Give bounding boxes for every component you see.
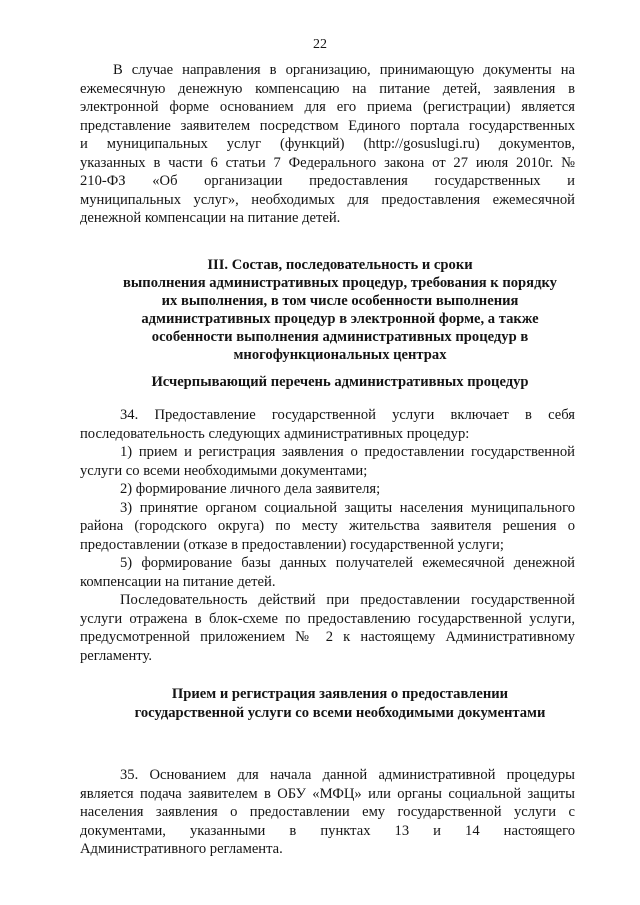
heading-line: III. Состав, последовательность и сроки bbox=[207, 257, 473, 273]
text-line: 1) прием и регистрация заявления о предоставлении государственной bbox=[120, 444, 575, 460]
text-line: является подача заявителем в ОБУ «МФЦ» или органы социальной защиты bbox=[80, 785, 575, 802]
text-line: предусмотренной приложением № 2 к настоящему Административному bbox=[80, 629, 575, 645]
text-line: Последовательность действий при предоставлении государственной bbox=[120, 592, 575, 608]
text-line: и муниципальных услуг (функций) (http://gosuslugi.ru) документов, bbox=[80, 136, 575, 152]
paragraph-electronic-submission bbox=[80, 61, 575, 228]
heading-line: выполнения административных процедур, требования к порядку bbox=[123, 275, 557, 291]
text-line: компенсации на питание детей. bbox=[80, 573, 276, 590]
text-line: населения заявления о предоставлении ему государственной услуги с bbox=[80, 804, 575, 820]
text-line: услуги со всеми необходимыми документами; bbox=[80, 462, 368, 479]
section-heading bbox=[80, 256, 600, 364]
page-number: 22 bbox=[313, 37, 327, 52]
text-line: представление заявителем посредством Единого портала государственных bbox=[80, 117, 575, 134]
text-line: документами, указанными в пунктах 13 и 14 настоящего bbox=[80, 822, 575, 839]
text-line: 34. Предоставление государственной услуги включает в себя bbox=[120, 407, 575, 423]
heading-line: многофункциональных центрах bbox=[233, 347, 447, 363]
text-line: района (городского округа) по месту жительства заявителя решения о bbox=[80, 518, 575, 534]
heading-line: особенности выполнения административных процедур в bbox=[151, 329, 529, 345]
paragraph-35 bbox=[80, 766, 575, 859]
text-line: последовательность следующих административных процедур: bbox=[80, 425, 470, 442]
text-line: 2) формирование личного дела заявителя; bbox=[120, 481, 381, 497]
text-line: ежемесячную денежную компенсацию на питание детей, заявления в bbox=[80, 80, 575, 97]
subheading-line: Прием и регистрация заявления о предоставлении bbox=[171, 686, 509, 702]
text-line: Административного регламента. bbox=[80, 841, 283, 857]
subheading-line: государственной услуги со всеми необходимыми документами bbox=[134, 704, 546, 721]
subheading-text: Исчерпывающий перечень административных процедур bbox=[151, 374, 529, 390]
paragraph-34 bbox=[80, 406, 575, 665]
heading-line: их выполнения, в том числе особенности выполнения bbox=[161, 293, 519, 309]
text-line: денежной компенсации на питание детей. bbox=[80, 210, 341, 226]
text-line: предоставлении (отказе в предоставлении) государственной услуги; bbox=[80, 536, 504, 553]
text-line: регламенту. bbox=[80, 647, 152, 664]
text-line: 5) формирование базы данных получателей ежемесячной денежной bbox=[120, 555, 575, 571]
text-line: электронной форме основанием для его приема (регистрации) является bbox=[80, 99, 575, 115]
text-line: указанных в части 6 статьи 7 Федерального закона от 27 июля 2010г. № bbox=[80, 154, 575, 171]
text-line: услуги отражена в блок-схеме по предоставлению государственной услуги, bbox=[80, 610, 575, 627]
text-line: муниципальных услуг», необходимых для предоставления ежемесячной bbox=[80, 191, 575, 208]
text-line: 3) принятие органом социальной защиты населения муниципального bbox=[120, 499, 575, 516]
text-line: 35. Основанием для начала данной административной процедуры bbox=[120, 767, 575, 783]
heading-line: административных процедур в электронной форме, а также bbox=[141, 311, 539, 327]
subheading-reception bbox=[80, 685, 600, 722]
text-line: В случае направления в организацию, принимающую документы на bbox=[113, 62, 575, 78]
subheading-procedures-list bbox=[80, 373, 600, 392]
text-line: 210-ФЗ «Об организации предоставления государственных и bbox=[80, 173, 575, 189]
